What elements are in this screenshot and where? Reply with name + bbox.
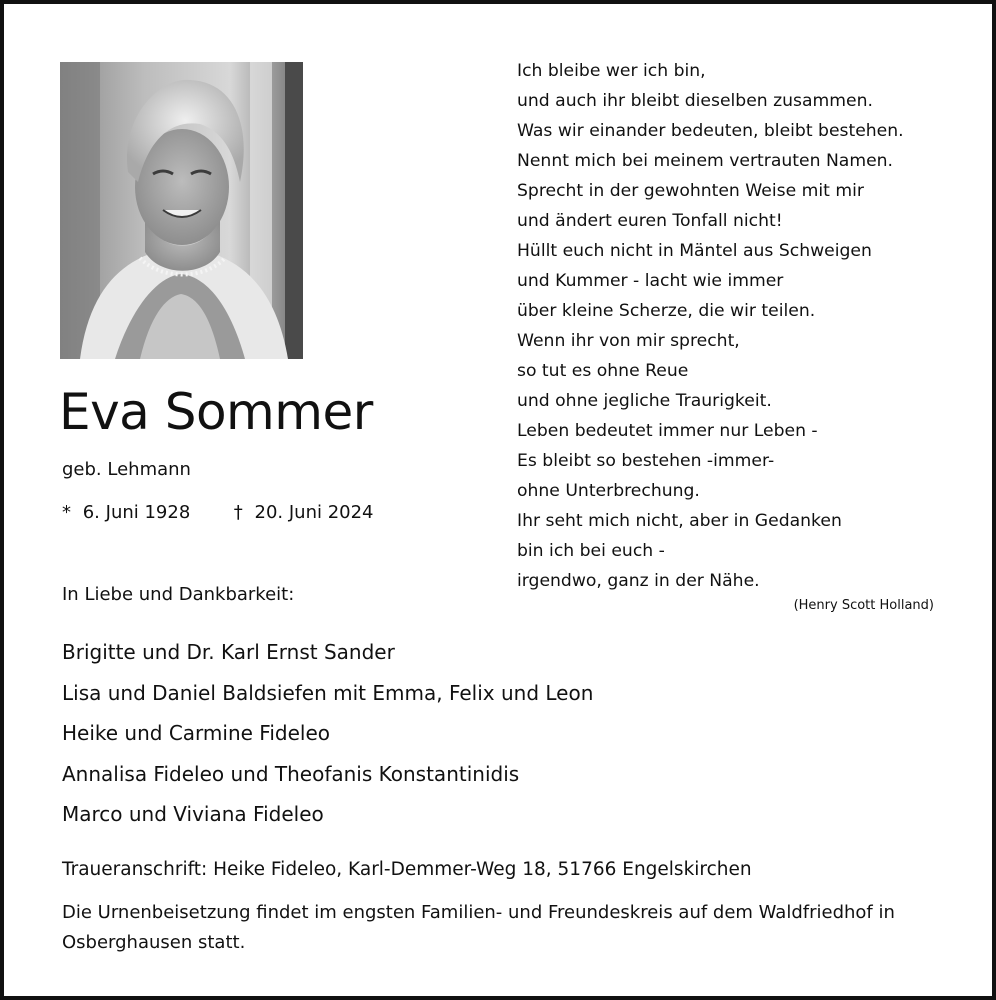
poem-line: Wenn ihr von mir sprecht, — [517, 331, 740, 351]
list-item: Annalisa Fideleo und Theofanis Konstantinidis — [62, 761, 520, 786]
mourners-list — [62, 632, 593, 835]
deceased-name: Eva Sommer — [59, 383, 373, 441]
portrait-photo — [60, 62, 303, 359]
poem-line: und Kummer - lacht wie immer — [517, 271, 784, 291]
list-item: Marco und Viviana Fideleo — [62, 802, 324, 826]
poem-line: Ihr seht mich nicht, aber in Gedanken — [517, 511, 842, 531]
poem-author: (Henry Scott Holland) — [793, 598, 934, 613]
poem-line: Sprecht in der gewohnten Weise mit mir — [517, 181, 864, 201]
poem-line: ohne Unterbrechung. — [517, 481, 700, 501]
list-item: Lisa und Daniel Baldsiefen mit Emma, Felix und Leon — [62, 680, 594, 705]
mourning-address: Traueranschrift: Heike Fideleo, Karl-Demmer-Weg 18, 51766 Engelskirchen — [62, 859, 752, 880]
death-date: 20. Juni 2024 — [254, 502, 374, 523]
list-item: Heike und Carmine Fideleo — [62, 721, 331, 745]
list-item: Brigitte und Dr. Karl Ernst Sander — [62, 640, 395, 664]
burial-notice: Die Urnenbeisetzung findet im engsten Familien- und Freundeskreis auf dem Waldfriedhof in Osberghausen statt. — [62, 902, 895, 953]
poem-line: Es bleibt so bestehen -immer- — [517, 451, 775, 471]
poem-line: Was wir einander bedeuten, bleibt bestehen. — [517, 121, 904, 141]
poem-line: und ändert euren Tonfall nicht! — [517, 211, 783, 231]
birth-star-icon: * — [62, 502, 71, 523]
poem-line: Ich bleibe wer ich bin, — [517, 61, 706, 81]
poem-line: bin ich bei euch - — [517, 541, 665, 561]
poem — [517, 56, 904, 596]
poem-line: so tut es ohne Reue — [517, 361, 689, 381]
poem-line: und ohne jegliche Traurigkeit. — [517, 391, 772, 411]
poem-line: über kleine Scherze, die wir teilen. — [517, 301, 816, 321]
life-dates — [62, 501, 374, 525]
poem-line: Hüllt euch nicht in Mäntel aus Schweigen — [517, 241, 872, 261]
death-cross-icon: † — [233, 502, 243, 523]
poem-line: Leben bedeutet immer nur Leben - — [517, 421, 818, 441]
maiden-name: geb. Lehmann — [62, 459, 191, 480]
poem-line: irgendwo, ganz in der Nähe. — [517, 571, 760, 591]
birth-date: 6. Juni 1928 — [82, 502, 191, 523]
mourners-intro: In Liebe und Dankbarkeit: — [62, 584, 295, 605]
poem-line: und auch ihr bleibt dieselben zusammen. — [517, 91, 873, 111]
poem-line: Nennt mich bei meinem vertrauten Namen. — [517, 151, 894, 171]
